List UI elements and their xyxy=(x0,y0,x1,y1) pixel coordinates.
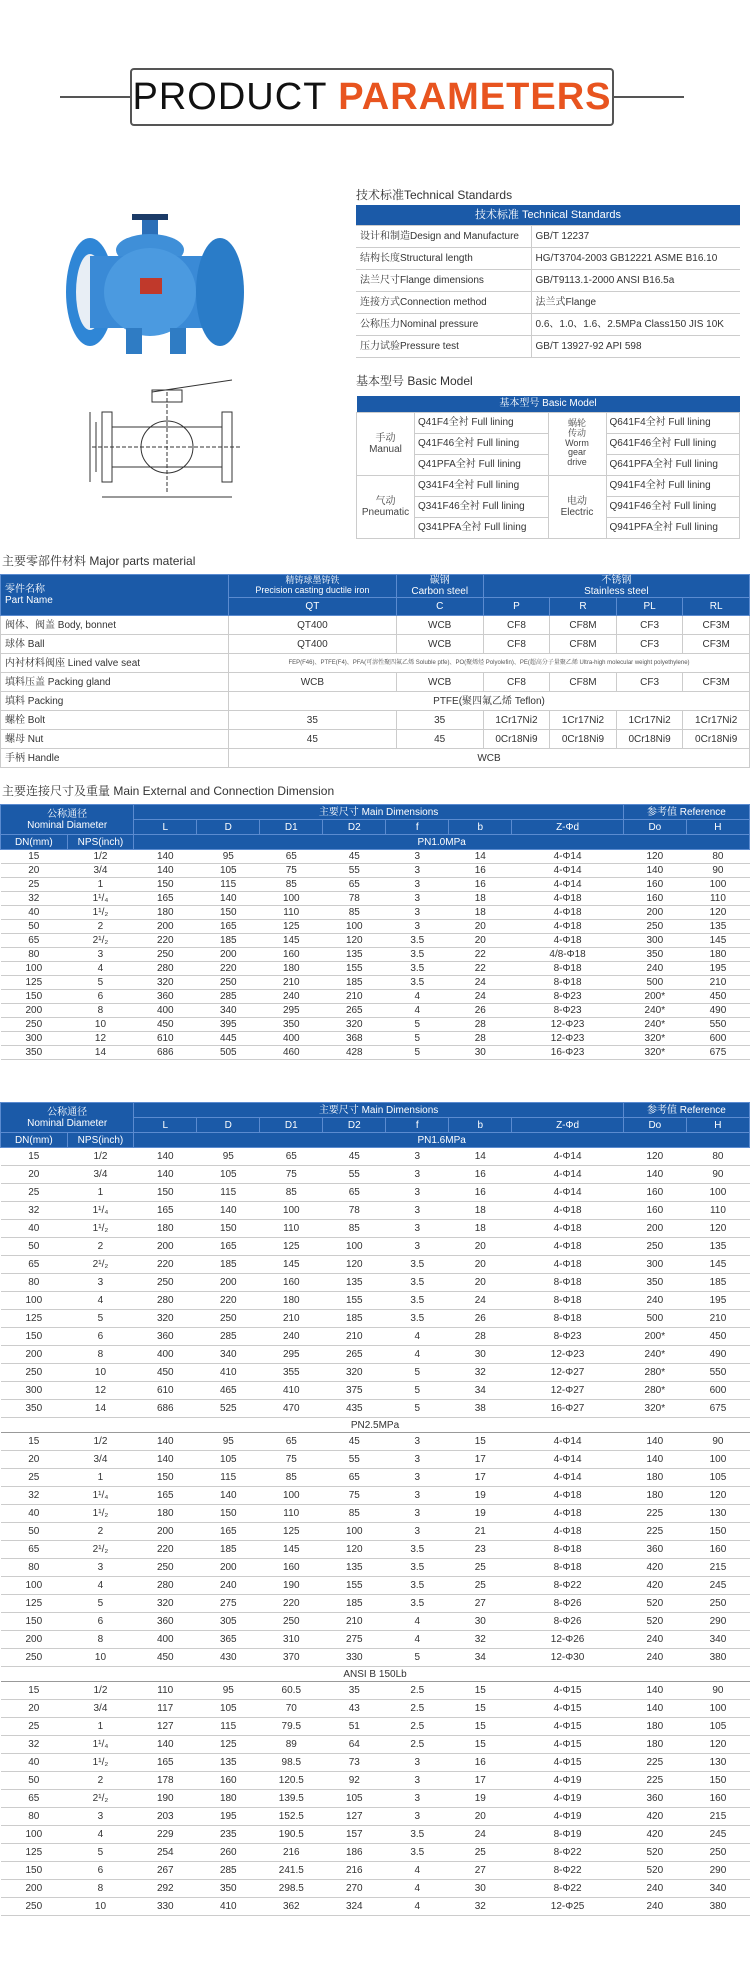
header-nominal-diameter: 公称通径 Nominal Diameter xyxy=(1,805,134,835)
pressure-class-label: PN1.0MPa xyxy=(134,835,750,850)
table-row: 32 1¹/₄ 165 140 100 75 3 19 4-Φ18 180 120 xyxy=(1,1487,750,1505)
model-group-pneumatic: 气动 Pneumatic xyxy=(357,475,415,538)
pressure-class-label: PN2.5MPa xyxy=(1,1418,750,1433)
column-header: NPS(inch) xyxy=(67,835,134,850)
column-header: L xyxy=(134,820,197,835)
table-row: 内衬材料阀座 Lined valve seat FEP(F46)、PTFE(F4)、PFA(可溶性聚四氟乙烯 Soluble ptfe)、PO(聚烯烃 Polyolefin)、PE(超高分子量聚乙烯 Ultra-high molecular weight polyethylene) xyxy=(1,654,750,673)
table-row: 球体 Ball QT400 WCB CF8 CF8M CF3 CF3M xyxy=(1,635,750,654)
column-header: D1 xyxy=(260,820,323,835)
column-header: b xyxy=(449,1118,512,1133)
page-title-banner xyxy=(0,68,750,126)
column-header: H xyxy=(686,820,749,835)
table-row: 50 2 200 165 125 100 3 21 4-Φ18 225 150 xyxy=(1,1523,750,1541)
table-row: 设计和制造Design and Manufacture GB/T 12237 xyxy=(356,225,740,247)
model-heading: 基本型号 Basic Model xyxy=(356,374,473,388)
pressure-class-row xyxy=(1,1418,750,1433)
table-row: 150 6 360 285 240 210 4 24 8-Φ23 200* 450 xyxy=(1,990,750,1004)
model-table: 基本型号 Basic Model 手动 Manual Q41F4全衬 Full lining 蜗轮 传动 Worm gear drive Q641F4全衬 Full lining Q41F46全衬 Full lining Q641F46全衬 Full lining Q41PFA全衬 Full lining Q641PFA全衬 Full lining 气动 Pneumatic Q341F4全衬 Full lining 电动 Electric Q941F4全衬 Full lining Q341F46全衬 Full lining Q941F46全衬 Full lining Q341PFA全衬 Full lining Q941PFA全衬 Full lining xyxy=(356,396,740,539)
table-row: 125 5 254 260 216 186 3.5 25 8-Φ22 520 250 xyxy=(1,1844,750,1862)
table-row: 65 2¹/₂ 190 180 139.5 105 3 19 4-Φ19 360 160 xyxy=(1,1790,750,1808)
table-row: 350 14 686 505 460 428 5 30 16-Φ23 320* 675 xyxy=(1,1046,750,1060)
table-row: 40 1¹/₂ 180 150 110 85 3 18 4-Φ18 200 120 xyxy=(1,1220,750,1238)
table-row: 80 3 250 200 160 135 3.5 25 8-Φ18 420 215 xyxy=(1,1559,750,1577)
table-row: 32 1¹/₄ 165 140 100 78 3 18 4-Φ18 160 110 xyxy=(1,1202,750,1220)
dimensions-heading: 主要连接尺寸及重量 Main External and Connection Dimension xyxy=(2,784,335,798)
header-reference: 参考值 Reference xyxy=(623,1103,749,1118)
table-row: 连接方式Connection method 法兰式Flange xyxy=(356,291,740,313)
header-nominal-diameter: 公称通径 Nominal Diameter xyxy=(1,1103,134,1133)
table-row: 350 14 686 525 470 435 5 38 16-Φ27 320* 675 xyxy=(1,1400,750,1418)
column-header: H xyxy=(686,1118,749,1133)
table-row: 65 2¹/₂ 220 185 145 120 3.5 20 4-Φ18 300 145 xyxy=(1,934,750,948)
table-row: 200 8 292 350 298.5 270 4 30 8-Φ22 240 340 xyxy=(1,1880,750,1898)
table-row: 300 12 610 445 400 368 5 28 12-Φ23 320* 600 xyxy=(1,1032,750,1046)
table-row: 螺母 Nut 45 45 0Cr18Ni9 0Cr18Ni9 0Cr18Ni9 0Cr18Ni9 xyxy=(1,730,750,749)
pressure-class-label: ANSI B 150Lb xyxy=(1,1667,750,1682)
table-row: 125 5 320 250 210 185 3.5 24 8-Φ18 500 210 xyxy=(1,976,750,990)
table-row: 40 1¹/₂ 180 150 110 85 3 18 4-Φ18 200 120 xyxy=(1,906,750,920)
table-row: 20 3/4 140 105 75 55 3 16 4-Φ14 140 90 xyxy=(1,1166,750,1184)
table-row: 填料 Packing PTFE(聚四氟乙烯 Teflon) xyxy=(1,692,750,711)
table-row: 200 8 400 365 310 275 4 32 12-Φ26 240 340 xyxy=(1,1631,750,1649)
table-row: 20 3/4 117 105 70 43 2.5 15 4-Φ15 140 100 xyxy=(1,1700,750,1718)
column-header: D1 xyxy=(260,1118,323,1133)
table-row: 65 2¹/₂ 220 185 145 120 3.5 20 4-Φ18 300 145 xyxy=(1,1256,750,1274)
title-frame xyxy=(130,68,614,126)
table-row: 40 1¹/₂ 180 150 110 85 3 19 4-Φ18 225 130 xyxy=(1,1505,750,1523)
column-header: Z-Φd xyxy=(512,820,624,835)
standards-table-header: 技术标准 Technical Standards xyxy=(356,205,740,225)
table-row: 20 3/4 140 105 75 55 3 16 4-Φ14 140 90 xyxy=(1,864,750,878)
page-title xyxy=(132,70,612,124)
column-header: DN(mm) xyxy=(1,835,68,850)
title-part-parameters: PARAMETERS xyxy=(338,76,612,118)
pressure-class-row xyxy=(1,835,750,850)
table-row: 公称压力Nominal pressure 0.6、1.0、1.6、2.5MPa Class150 JIS 10K xyxy=(356,313,740,335)
column-header: b xyxy=(449,820,512,835)
column-header: f xyxy=(386,1118,449,1133)
pressure-class-row xyxy=(1,1667,750,1682)
valve-dimension-drawing xyxy=(82,372,252,507)
table-row: 80 3 203 195 152.5 127 3 20 4-Φ19 420 215 xyxy=(1,1808,750,1826)
model-group-electric: 电动 Electric xyxy=(548,475,606,538)
column-header: Do xyxy=(623,820,686,835)
table-row: 15 1/2 140 95 65 45 3 14 4-Φ14 120 80 xyxy=(1,850,750,864)
table-row: 80 3 250 200 160 135 3.5 22 4/8-Φ18 350 180 xyxy=(1,948,750,962)
column-header: D xyxy=(197,1118,260,1133)
parts-heading: 主要零部件材料 Major parts material xyxy=(2,554,196,568)
model-group-worm: 蜗轮 传动 Worm gear drive xyxy=(548,412,606,475)
table-row: 150 6 360 305 250 210 4 30 8-Φ26 520 290 xyxy=(1,1613,750,1631)
column-header: DN(mm) xyxy=(1,1133,68,1148)
standards-heading: 技术标准Technical Standards xyxy=(356,188,513,202)
table-row: 80 3 250 200 160 135 3.5 20 8-Φ18 350 185 xyxy=(1,1274,750,1292)
table-row: 100 4 229 235 190.5 157 3.5 24 8-Φ19 420 245 xyxy=(1,1826,750,1844)
table-row: 125 5 320 250 210 185 3.5 26 8-Φ18 500 210 xyxy=(1,1310,750,1328)
table-row: 25 1 150 115 85 65 3 16 4-Φ14 160 100 xyxy=(1,1184,750,1202)
table-row: 250 10 450 410 355 320 5 32 12-Φ27 280* 550 xyxy=(1,1364,750,1382)
pressure-class-label: PN1.6MPa xyxy=(134,1133,750,1148)
dimension-table-pn16 xyxy=(0,1102,750,1916)
pressure-class-row xyxy=(1,1133,750,1148)
dimension-table-pn10 xyxy=(0,804,750,1060)
header-main-dimensions: 主要尺寸 Main Dimensions xyxy=(134,1103,624,1118)
table-row: 40 1¹/₂ 165 135 98.5 73 3 16 4-Φ15 225 130 xyxy=(1,1754,750,1772)
table-row: 100 4 280 220 180 155 3.5 22 8-Φ18 240 195 xyxy=(1,962,750,976)
table-row: 法兰尺寸Flange dimensions GB/T9113.1-2000 ANSI B16.5a xyxy=(356,269,740,291)
table-row: 压力试验Pressure test GB/T 13927-92 API 598 xyxy=(356,335,740,357)
table-row: 125 5 320 275 220 185 3.5 27 8-Φ26 520 250 xyxy=(1,1595,750,1613)
column-header: Z-Φd xyxy=(512,1118,624,1133)
table-row: 20 3/4 140 105 75 55 3 17 4-Φ14 140 100 xyxy=(1,1451,750,1469)
table-row: 200 8 400 340 295 265 4 30 12-Φ23 240* 490 xyxy=(1,1346,750,1364)
standards-table xyxy=(356,205,740,358)
table-row: 50 2 178 160 120.5 92 3 17 4-Φ19 225 150 xyxy=(1,1772,750,1790)
table-row: 手柄 Handle WCB xyxy=(1,749,750,768)
column-header: NPS(inch) xyxy=(67,1133,134,1148)
table-row: 250 10 330 410 362 324 4 32 12-Φ25 240 380 xyxy=(1,1898,750,1916)
table-row: 300 12 610 465 410 375 5 34 12-Φ27 280* 600 xyxy=(1,1382,750,1400)
table-row: 螺栓 Bolt 35 35 1Cr17Ni2 1Cr17Ni2 1Cr17Ni2 1Cr17Ni2 xyxy=(1,711,750,730)
parts-table: 零件名称 Part Name 精铸球墨铸铁 Precision casting ductile iron 碳钢 Carbon steel 不锈钢 Stainless steel QT C P R PL RL 阀体、阀盖 Body, bonnet QT400 WCB CF8 CF8M CF3 CF3M 球体 Ball QT400 WCB CF8 CF8M CF3 CF3M 内衬材料阀座 Lined valve seat FEP(F46)、PTFE(F4)、PFA(可溶性聚四氟乙烯 Soluble ptfe)、PO(聚烯烃 Polyolefin)、PE(超高分子量聚乙烯 Ultra-high molecular weight polyethylene) 填料压盖 Packing gland WCB WCB CF8 CF8M CF3 CF3M 填料 Packing PTFE(聚四氟乙烯 Teflon) 螺栓 Bolt 35 35 1Cr17Ni2 1Cr17Ni2 1Cr17Ni2 1Cr17Ni2 螺母 Nut 45 45 0Cr18Ni9 0Cr18Ni9 0Cr18Ni9 0Cr18Ni9 手柄 Handle WCB xyxy=(0,574,750,768)
table-row: 32 1¹/₄ 165 140 100 78 3 18 4-Φ18 160 110 xyxy=(1,892,750,906)
title-divider-left xyxy=(60,96,130,98)
table-row: 150 6 267 285 241.5 216 4 27 8-Φ22 520 290 xyxy=(1,1862,750,1880)
table-row: 250 10 450 395 350 320 5 28 12-Φ23 240* 550 xyxy=(1,1018,750,1032)
table-row: 250 10 450 430 370 330 5 34 12-Φ30 240 380 xyxy=(1,1649,750,1667)
table-row: 200 8 400 340 295 265 4 26 8-Φ23 240* 490 xyxy=(1,1004,750,1018)
table-row: 15 1/2 140 95 65 45 3 15 4-Φ14 140 90 xyxy=(1,1433,750,1451)
table-row: 25 1 150 115 85 65 3 17 4-Φ14 180 105 xyxy=(1,1469,750,1487)
ball-valve-photo xyxy=(60,210,270,360)
table-row: 填料压盖 Packing gland WCB WCB CF8 CF8M CF3 CF3M xyxy=(1,673,750,692)
table-row: 阀体、阀盖 Body, bonnet QT400 WCB CF8 CF8M CF3 CF3M xyxy=(1,616,750,635)
table-row: 25 1 127 115 79.5 51 2.5 15 4-Φ15 180 105 xyxy=(1,1718,750,1736)
column-header: D xyxy=(197,820,260,835)
table-row: 15 1/2 140 95 65 45 3 14 4-Φ14 120 80 xyxy=(1,1148,750,1166)
header-main-dimensions: 主要尺寸 Main Dimensions xyxy=(134,805,624,820)
table-row: 100 4 280 220 180 155 3.5 24 8-Φ18 240 195 xyxy=(1,1292,750,1310)
table-row: 15 1/2 110 95 60.5 35 2.5 15 4-Φ15 140 90 xyxy=(1,1682,750,1700)
table-row: 100 4 280 240 190 155 3.5 25 8-Φ22 420 245 xyxy=(1,1577,750,1595)
table-row: 25 1 150 115 85 65 3 16 4-Φ14 160 100 xyxy=(1,878,750,892)
model-group-manual: 手动 Manual xyxy=(357,412,415,475)
table-row: 150 6 360 285 240 210 4 28 8-Φ23 200* 450 xyxy=(1,1328,750,1346)
table-row: 32 1¹/₄ 140 125 89 64 2.5 15 4-Φ15 180 120 xyxy=(1,1736,750,1754)
title-part-product: PRODUCT xyxy=(132,76,327,118)
table-row: 结构长度Structural length HG/T3704-2003 GB12221 ASME B16.10 xyxy=(356,247,740,269)
header-reference: 参考值 Reference xyxy=(623,805,749,820)
table-row: 50 2 200 165 125 100 3 20 4-Φ18 250 135 xyxy=(1,1238,750,1256)
table-row: 65 2¹/₂ 220 185 145 120 3.5 23 8-Φ18 360 160 xyxy=(1,1541,750,1559)
column-header: D2 xyxy=(323,1118,386,1133)
table-row: 50 2 200 165 125 100 3 20 4-Φ18 250 135 xyxy=(1,920,750,934)
column-header: D2 xyxy=(323,820,386,835)
column-header: f xyxy=(386,820,449,835)
column-header: L xyxy=(134,1118,197,1133)
model-table-header: 基本型号 Basic Model xyxy=(499,398,597,410)
column-header: Do xyxy=(623,1118,686,1133)
title-divider-right xyxy=(614,96,684,98)
